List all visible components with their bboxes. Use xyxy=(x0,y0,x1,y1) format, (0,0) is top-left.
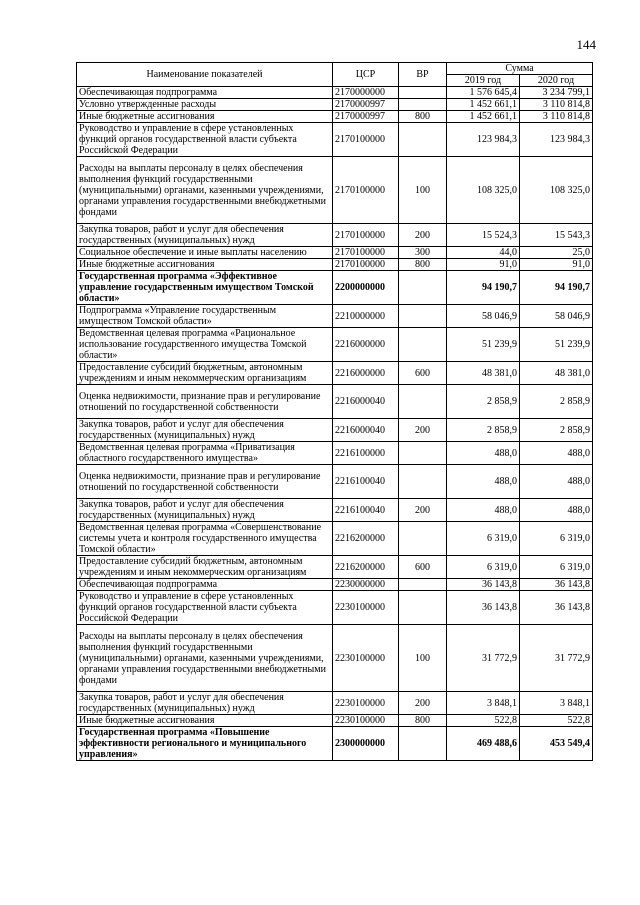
row-value-2020-cell: 2 858,9 xyxy=(520,419,593,442)
row-csr-cell: 2170000000 xyxy=(333,87,399,99)
table-row xyxy=(77,465,593,499)
row-value-2019-cell: 488,0 xyxy=(447,442,520,465)
row-value-2019-cell: 48 381,0 xyxy=(447,362,520,385)
table-row xyxy=(77,87,593,99)
row-name-cell: Условно утвержденные расходы xyxy=(77,99,333,111)
row-name-cell: Закупка товаров, работ и услуг для обеспечения государственных (муниципальных) нужд xyxy=(77,692,333,715)
row-vr-cell: 200 xyxy=(399,224,447,247)
table-row xyxy=(77,522,593,556)
row-value-2020-cell: 2 858,9 xyxy=(520,385,593,419)
row-csr-cell: 2216100040 xyxy=(333,465,399,499)
table-row xyxy=(77,715,593,727)
row-value-2020-cell: 6 319,0 xyxy=(520,556,593,579)
row-value-2020-cell: 36 143,8 xyxy=(520,579,593,591)
row-name-cell: Руководство и управление в сфере установленных функций органов государственной власти субъекта Российской Федерации xyxy=(77,123,333,157)
row-value-2019-cell: 31 772,9 xyxy=(447,625,520,692)
row-value-2019-cell: 2 858,9 xyxy=(447,385,520,419)
row-value-2020-cell: 31 772,9 xyxy=(520,625,593,692)
row-vr-cell xyxy=(399,87,447,99)
row-value-2020-cell: 488,0 xyxy=(520,499,593,522)
row-name-cell: Ведомственная целевая программа «Совершенствование системы учета и контроля государственного имущества Томской области» xyxy=(77,522,333,556)
row-name-cell: Предоставление субсидий бюджетным, автономным учреждениям и иным некоммерческим организациям xyxy=(77,362,333,385)
table-row xyxy=(77,111,593,123)
row-vr-cell: 600 xyxy=(399,556,447,579)
table-row xyxy=(77,362,593,385)
row-csr-cell: 2210000000 xyxy=(333,305,399,328)
row-vr-cell xyxy=(399,579,447,591)
row-name-cell: Предоставление субсидий бюджетным, автономным учреждениям и иным некоммерческим организациям xyxy=(77,556,333,579)
page-number: 144 xyxy=(576,37,596,52)
row-value-2019-cell: 15 524,3 xyxy=(447,224,520,247)
row-vr-cell xyxy=(399,328,447,362)
row-vr-cell: 100 xyxy=(399,157,447,224)
row-value-2020-cell: 3 110 814,8 xyxy=(520,111,593,123)
table-row xyxy=(77,99,593,111)
row-value-2020-cell: 453 549,4 xyxy=(520,727,593,761)
row-vr-cell xyxy=(399,99,447,111)
row-value-2020-cell: 522,8 xyxy=(520,715,593,727)
row-csr-cell: 2230100000 xyxy=(333,625,399,692)
row-value-2019-cell: 91,0 xyxy=(447,259,520,271)
table-row xyxy=(77,419,593,442)
row-vr-cell xyxy=(399,123,447,157)
header-name: Наименование показателей xyxy=(77,63,333,87)
row-csr-cell: 2230000000 xyxy=(333,579,399,591)
row-vr-cell: 200 xyxy=(399,692,447,715)
row-vr-cell xyxy=(399,305,447,328)
row-value-2019-cell: 6 319,0 xyxy=(447,556,520,579)
table-row xyxy=(77,442,593,465)
row-name-cell: Ведомственная целевая программа «Рациональное использование государственного имущества Томской области» xyxy=(77,328,333,362)
row-csr-cell: 2300000000 xyxy=(333,727,399,761)
row-vr-cell: 800 xyxy=(399,259,447,271)
row-name-cell: Закупка товаров, работ и услуг для обеспечения государственных (муниципальных) нужд xyxy=(77,499,333,522)
row-value-2019-cell: 488,0 xyxy=(447,499,520,522)
row-name-cell: Обеспечивающая подпрограмма xyxy=(77,87,333,99)
row-vr-cell: 800 xyxy=(399,111,447,123)
table-header xyxy=(77,63,593,87)
row-value-2020-cell: 36 143,8 xyxy=(520,591,593,625)
row-value-2020-cell: 108 325,0 xyxy=(520,157,593,224)
row-name-cell: Оценка недвижимости, признание прав и регулирование отношений по государственной собственности xyxy=(77,465,333,499)
row-vr-cell xyxy=(399,465,447,499)
row-vr-cell xyxy=(399,442,447,465)
table-row xyxy=(77,123,593,157)
row-csr-cell: 2170100000 xyxy=(333,224,399,247)
row-value-2019-cell: 2 858,9 xyxy=(447,419,520,442)
row-value-2019-cell: 51 239,9 xyxy=(447,328,520,362)
row-vr-cell: 300 xyxy=(399,247,447,259)
row-name-cell: Государственная программа «Повышение эффективности регионального и муниципального управления» xyxy=(77,727,333,761)
table-row xyxy=(77,579,593,591)
row-csr-cell: 2230100000 xyxy=(333,692,399,715)
row-value-2019-cell: 522,8 xyxy=(447,715,520,727)
row-name-cell: Расходы на выплаты персоналу в целях обеспечения выполнения функций государственными (муниципальными) органами, казенными учреждениями, органами управления государственными внебюджетными фондами xyxy=(77,157,333,224)
table-row xyxy=(77,259,593,271)
row-csr-cell: 2216100040 xyxy=(333,499,399,522)
row-vr-cell: 800 xyxy=(399,715,447,727)
row-value-2019-cell: 469 488,6 xyxy=(447,727,520,761)
row-csr-cell: 2216200000 xyxy=(333,522,399,556)
row-csr-cell: 2200000000 xyxy=(333,271,399,305)
row-name-cell: Ведомственная целевая программа «Приватизация областного государственного имущества» xyxy=(77,442,333,465)
row-value-2020-cell: 15 543,3 xyxy=(520,224,593,247)
table-body xyxy=(77,87,593,761)
row-value-2020-cell: 3 234 799,1 xyxy=(520,87,593,99)
row-value-2020-cell: 91,0 xyxy=(520,259,593,271)
table-row xyxy=(77,385,593,419)
row-value-2019-cell: 44,0 xyxy=(447,247,520,259)
row-name-cell: Обеспечивающая подпрограмма xyxy=(77,579,333,591)
row-name-cell: Закупка товаров, работ и услуг для обеспечения государственных (муниципальных) нужд xyxy=(77,224,333,247)
row-name-cell: Государственная программа «Эффективное управление государственным имуществом Томской области» xyxy=(77,271,333,305)
row-value-2019-cell: 58 046,9 xyxy=(447,305,520,328)
row-vr-cell xyxy=(399,522,447,556)
table-row xyxy=(77,625,593,692)
row-name-cell: Закупка товаров, работ и услуг для обеспечения государственных (муниципальных) нужд xyxy=(77,419,333,442)
row-value-2020-cell: 25,0 xyxy=(520,247,593,259)
row-csr-cell: 2216000000 xyxy=(333,362,399,385)
row-value-2019-cell: 1 452 661,1 xyxy=(447,111,520,123)
row-csr-cell: 2230100000 xyxy=(333,715,399,727)
table-row xyxy=(77,591,593,625)
row-value-2020-cell: 3 110 814,8 xyxy=(520,99,593,111)
row-value-2020-cell: 58 046,9 xyxy=(520,305,593,328)
row-value-2019-cell: 123 984,3 xyxy=(447,123,520,157)
row-value-2019-cell: 6 319,0 xyxy=(447,522,520,556)
row-name-cell: Расходы на выплаты персоналу в целях обеспечения выполнения функций государственными (муниципальными) органами, казенными учреждениями, органами управления государственными внебюджетными фондами xyxy=(77,625,333,692)
row-value-2020-cell: 94 190,7 xyxy=(520,271,593,305)
row-value-2019-cell: 3 848,1 xyxy=(447,692,520,715)
row-value-2019-cell: 1 576 645,4 xyxy=(447,87,520,99)
row-value-2020-cell: 488,0 xyxy=(520,465,593,499)
row-vr-cell: 100 xyxy=(399,625,447,692)
row-value-2019-cell: 36 143,8 xyxy=(447,591,520,625)
table-row xyxy=(77,271,593,305)
row-name-cell: Подпрограмма «Управление государственным имуществом Томской области» xyxy=(77,305,333,328)
row-name-cell: Иные бюджетные ассигнования xyxy=(77,111,333,123)
row-value-2020-cell: 48 381,0 xyxy=(520,362,593,385)
row-name-cell: Иные бюджетные ассигнования xyxy=(77,259,333,271)
row-vr-cell xyxy=(399,271,447,305)
row-csr-cell: 2216000000 xyxy=(333,328,399,362)
row-csr-cell: 2170100000 xyxy=(333,247,399,259)
row-vr-cell xyxy=(399,385,447,419)
row-csr-cell: 2230100000 xyxy=(333,591,399,625)
row-name-cell: Социальное обеспечение и иные выплаты населению xyxy=(77,247,333,259)
header-vr: ВР xyxy=(399,63,447,87)
row-name-cell: Оценка недвижимости, признание прав и регулирование отношений по государственной собственности xyxy=(77,385,333,419)
header-year-2020: 2020 год xyxy=(520,75,593,87)
row-value-2019-cell: 108 325,0 xyxy=(447,157,520,224)
row-value-2019-cell: 1 452 661,1 xyxy=(447,99,520,111)
header-year-2019: 2019 год xyxy=(447,75,520,87)
row-vr-cell: 200 xyxy=(399,499,447,522)
table-row xyxy=(77,556,593,579)
row-value-2020-cell: 6 319,0 xyxy=(520,522,593,556)
row-value-2019-cell: 36 143,8 xyxy=(447,579,520,591)
row-value-2020-cell: 51 239,9 xyxy=(520,328,593,362)
table-row xyxy=(77,499,593,522)
row-csr-cell: 2216000040 xyxy=(333,419,399,442)
budget-table xyxy=(76,62,593,761)
table-row xyxy=(77,224,593,247)
table-row xyxy=(77,157,593,224)
table-row xyxy=(77,328,593,362)
row-csr-cell: 2170000997 xyxy=(333,111,399,123)
row-vr-cell xyxy=(399,727,447,761)
row-value-2020-cell: 3 848,1 xyxy=(520,692,593,715)
row-csr-cell: 2170100000 xyxy=(333,157,399,224)
table-row xyxy=(77,305,593,328)
row-value-2020-cell: 488,0 xyxy=(520,442,593,465)
table-row xyxy=(77,692,593,715)
row-value-2019-cell: 488,0 xyxy=(447,465,520,499)
table-row xyxy=(77,727,593,761)
row-vr-cell: 600 xyxy=(399,362,447,385)
table-row xyxy=(77,247,593,259)
row-csr-cell: 2216000040 xyxy=(333,385,399,419)
row-value-2019-cell: 94 190,7 xyxy=(447,271,520,305)
row-csr-cell: 2170100000 xyxy=(333,259,399,271)
header-csr: ЦСР xyxy=(333,63,399,87)
header-sum: Сумма xyxy=(447,63,593,75)
row-csr-cell: 2216100000 xyxy=(333,442,399,465)
row-vr-cell: 200 xyxy=(399,419,447,442)
row-csr-cell: 2216200000 xyxy=(333,556,399,579)
row-csr-cell: 2170100000 xyxy=(333,123,399,157)
row-vr-cell xyxy=(399,591,447,625)
row-value-2020-cell: 123 984,3 xyxy=(520,123,593,157)
row-name-cell: Руководство и управление в сфере установленных функций органов государственной власти субъекта Российской Федерации xyxy=(77,591,333,625)
row-csr-cell: 2170000997 xyxy=(333,99,399,111)
row-name-cell: Иные бюджетные ассигнования xyxy=(77,715,333,727)
